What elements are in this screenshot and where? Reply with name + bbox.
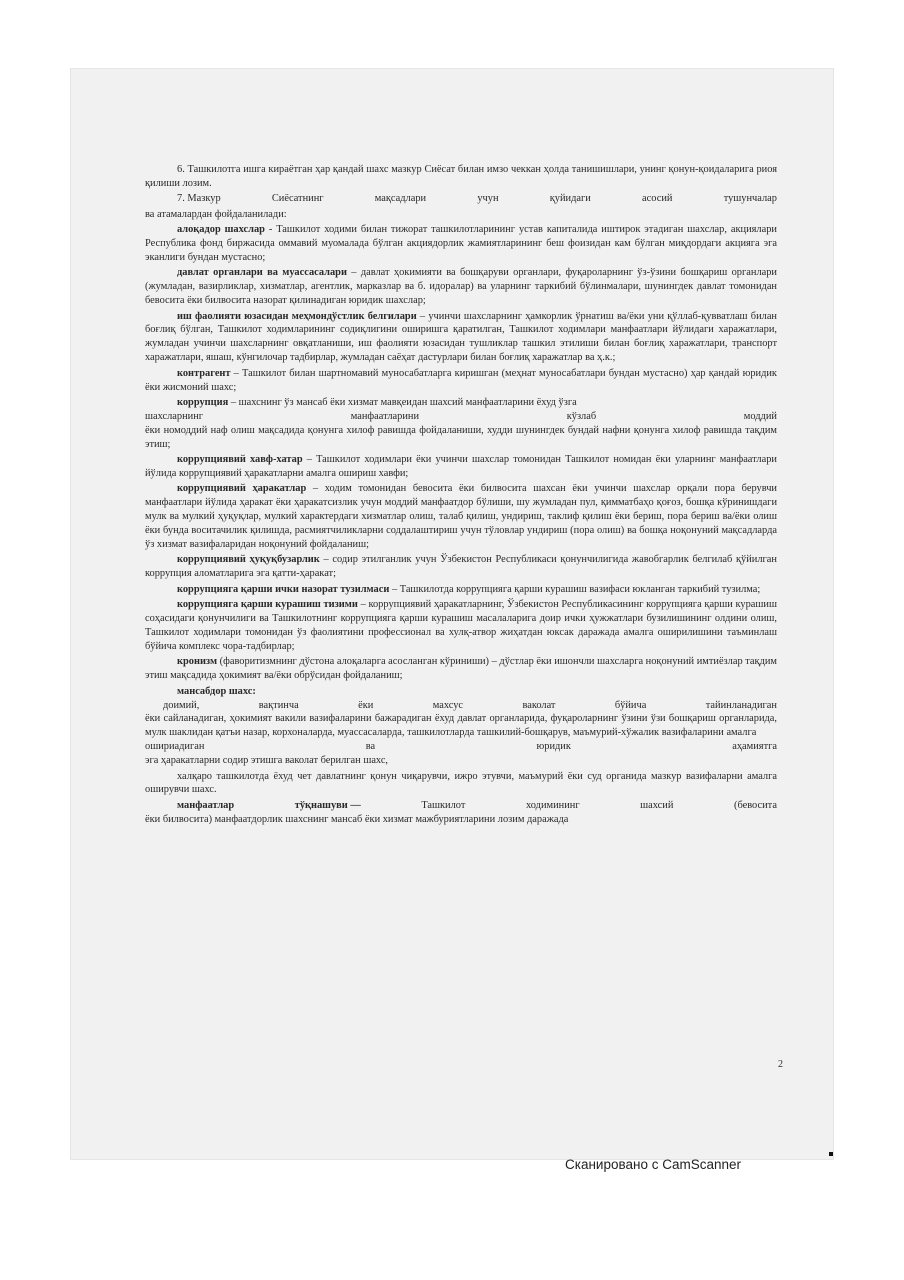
definition: кронизм (фаворитизмнинг дўстона алоқаларга асосланган кўриниши) – дўстлар ёки ишончли шахсларга ноқонуний имтиёзлар тақдим этиш мақсадида ҳокимият ва/ёки обрўсидан фойдаланиш;	[145, 656, 777, 682]
definition: коррупциявий ҳаракатлар – ходим томонидан бевосита ёки билвосита шахсан ёки учинчи шахслар орқали пора берувчи манфаатлари йўлида ҳаракат ёки ҳаракатсизлик учун моддий манфаатдор бўлиши, шу жумладан пул, қимматбаҳо қоғоз, бошқа кўринишдаги мулк ва мулкий ҳуқуқлар, мулкий характердаги хизматлар олиш, талаб қилиш, ундириш, таклиф қилиш ёки бериш, пора бериш ва/ёки олиш ёки бунда воситачилик қилишда, расмиятчиликларни соддалаштириш учун тўловлар ундириш (пора олиш) ва бошқа ноқонуний мақсадларда ўз хизмат вазифаларидан ноқонуний фойдаланиш;	[145, 483, 777, 551]
definition: иш фаолияти юзасидан меҳмондўстлик белгилари – учинчи шахсларнинг ҳамкорлик ўрнатиш ва/ёки уни қўллаб-қувватлаш билан боғлиқ бўлган, Ташкилот ходимларининг содиқлигини оширишга қаратилган, Ташкилот ходимлари манфаатлари йўлидаги харажатлари, жумладан учинчи шахсларнинг овқатланиши, иш фаолияти юзасидан тушликлар ташкил этилиши билан боғлиқ харажатлари, транспорт харажатлари, яшаш, кўнгилочар тадбирлар, жумладан саёҳат дастурлари билан боғлиқ харажатлар ва ҳ.к.;	[145, 310, 777, 364]
camscanner-watermark: Сканировано с CamScanner	[565, 1157, 742, 1172]
paragraph-7-line: 7. Мазкур Сиёсатнинг мақсадлари учун қуйидаги асосий тушунчалар	[177, 193, 777, 205]
definition-korruptsiya: коррупция – шахснинг ўз мансаб ёки хизмат мавқеидан шахсий манфаатларини ёхуд ўзга	[177, 397, 577, 408]
scan-mark	[829, 1152, 833, 1156]
paragraph-7-cont: ва атамалардан фойдаланилади:	[145, 208, 287, 220]
definition-mansabdor-term: мансабдор шахс:	[177, 685, 256, 697]
definition-mansabdor-line2: ошириадиган ва юридик аҳамиятга	[145, 741, 777, 753]
paragraph-6: 6. Ташкилотга ишга кираётган ҳар қандай шахс мазкур Сиёсат билан имзо чеккан ҳолда танишишлари, унинг қонун-қоидаларига риоя қилиши лозим.	[145, 164, 777, 189]
definition: коррупцияга қарши ички назорат тузилмаси – Ташкилотда коррупцияга қарши курашиш вазифаси юкланган таркибий тузилма;	[177, 583, 761, 595]
definition-manfaatlar-cont: ёки билвосита) манфаатдорлик шахснинг мансаб ёки хизмат мажбуриятларини лозим даражада	[145, 813, 569, 825]
definition: алоқадор шахслар - Ташкилот ходими билан тижорат ташкилотларининг устав капиталида иштирок этадиган шахслар, акциялари Республика фонд биржасида оммавий муомалада бўлган акциядорлик жамиятларининг беш фоизидан кам бўлган миқдордаги акцияга эга эканлиги бундан мустасно;	[145, 224, 777, 263]
document-body	[145, 163, 777, 828]
definition: коррупциявий ҳуқуқбузарлик – содир этилганлик учун Ўзбекистон Республикаси қонунчилигида жавобгарлик белгилаб қўйилган коррупция аломатларига эга қатти-ҳаракат;	[145, 554, 777, 580]
definition-korruptsiya-line: шахсларнинг манфаатларини кўзлаб моддий	[145, 410, 777, 422]
definition-mansabdor-cont: эга ҳаракатларни содир этишга ваколат берилган шахс,	[145, 755, 389, 767]
definition-mansabdor-line: доимий, вақтинча ёки махсус ваколат бўйича тайинланадиган	[163, 699, 777, 711]
definition-mansabdor-text: ёки сайланадиган, ҳокимият вакили вазифаларини бажарадиган ёхуд давлат органларида, фуқароларнинг ўзини ўзи бошқариш органларида, мулк шаклидан қатъи назар, корхоналарда, муассасаларда, ташкилотларда ташкилий-бошқарув, маъмурий-хўжалик вазифаларини амалга	[145, 713, 777, 739]
definition: коррупциявий хавф-хатар – Ташкилот ходимлари ёки учинчи шахслар томонидан Ташкилот номидан ёки уларнинг манфаатлари йўлида коррупциявий ҳаракатларни амалга ошириш хавфи;	[145, 454, 777, 480]
paragraph-xalqaro: халқаро ташкилотда ёхуд чет давлатнинг қонун чиқарувчи, ижро этувчи, маъмурий ёки суд органида мазкур вазифаларни амалга оширувчи шахс.	[145, 770, 777, 796]
page-number: 2	[778, 1059, 783, 1070]
definition: контрагент – Ташкилот билан шартномавий муносабатларга киришган (меҳнат муносабатлари бундан мустасно) ҳар қандай юридик ёки жисмоний шахс;	[145, 367, 777, 393]
definition-korruptsiya-cont: ёки номоддий наф олиш мақсадида қонунга хилоф равишда фойдаланиши, худди шунингдек бундай нафни қонунга хилоф равишда тақдим этиш;	[145, 424, 777, 450]
definition: коррупцияга қарши курашиш тизими – коррупциявий ҳаракатларнинг, Ўзбекистон Республикасининг коррупцияга қарши курашиш соҳасидаги қонунчилиги ва Ташкилотнинг коррупцияга қарши курашиш масалаларига доир ички ҳужжатлари бузилишининг олдини олиш, Ташкилот ходимлари томонидан ўз фаолиятини профессионал ва хулқ-атвор жиҳатдан юксак даражада амалга оширилишини таъминлаш бўйича комплекс чора-тадбирлар;	[145, 599, 777, 652]
definition: давлат органлари ва муассасалари – давлат ҳокимияти ва бошқаруви органлари, фуқароларнинг ўз-ўзини бошқариш органлари (жумладан, вазирликлар, хизматлар, агентлик, марказлар ва б. идоралар) ва уларнинг таркибий бўлинмалари, шунингдек давлат томонидан бевосита ёки билвосита назорат қилинадиган юридик шахслар;	[145, 267, 777, 307]
definition-manfaatlar-line: манфаатлар тўқнашуви — Ташкилот ходимининг шахсий (бевосита	[177, 799, 777, 811]
